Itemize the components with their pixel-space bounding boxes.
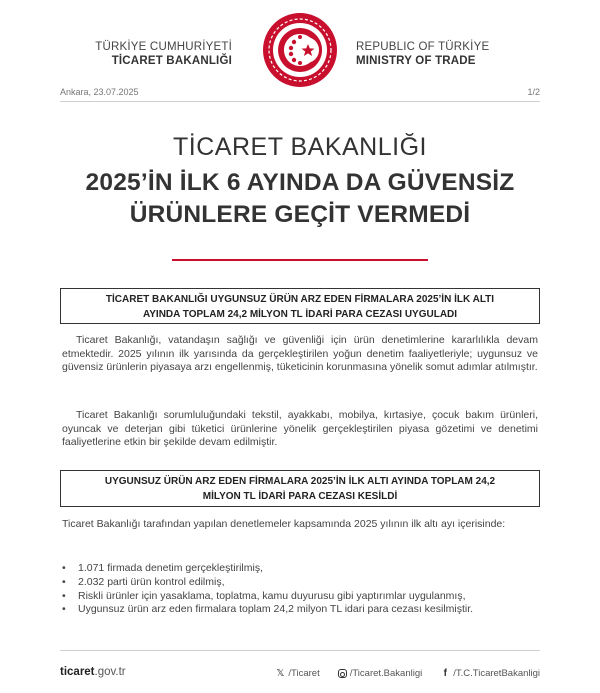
footer: [60, 665, 540, 685]
headline-line-2: ÜRÜNLERE GEÇİT VERMEDİ: [129, 201, 471, 228]
title-underline: [172, 259, 428, 261]
header-country-tr: TÜRKİYE CUMHURİYETİ: [95, 41, 232, 53]
title-block: [0, 132, 600, 231]
footer-divider: [60, 650, 540, 651]
subheading-1-line-2: AYINDA TOPLAM 24,2 MİLYON TL İDARİ PARA CEZASI UYGULADI: [142, 309, 458, 320]
x-icon: 𝕏: [276, 667, 285, 679]
instagram-icon: [338, 669, 347, 678]
institution-title: TİCARET BAKANLIĞI: [173, 133, 427, 161]
subheading-box-1: [60, 288, 540, 324]
header-ministry-tr: TİCARET BAKANLIĞI: [111, 55, 232, 67]
release-date: Ankara, 23.07.2025: [60, 87, 139, 97]
x-link[interactable]: [275, 668, 319, 679]
ministry-emblem-icon: [262, 12, 338, 88]
instagram-handle: /Ticaret.Bakanligi: [349, 668, 423, 679]
website-domain-bold: ticaret: [60, 666, 95, 678]
paragraph-3: Ticaret Bakanlığı tarafından yapılan denetlemeler kapsamında 2025 yılının ilk altı ayı içerisinde:: [62, 518, 506, 530]
website-link[interactable]: [60, 666, 126, 678]
list-item: • Riskli ürünler için yasaklama, toplatma, kamu duyurusu gibi yaptırımlar uygulanmış,: [62, 590, 538, 604]
facebook-link[interactable]: [440, 668, 540, 679]
header-ministry-en: MINISTRY OF TRADE: [356, 55, 476, 67]
facebook-handle: /T.C.TicaretBakanligi: [453, 668, 540, 679]
results-list: [62, 562, 538, 617]
x-handle: /Ticaret: [288, 668, 320, 679]
instagram-link[interactable]: [338, 668, 423, 679]
paragraph-2: Ticaret Bakanlığı sorumluluğundaki tekstil, ayakkabı, mobilya, kırtasiye, çocuk bakım ürünleri, oyuncak ve deterjan gibi tüketici ürünlerine yönelik gerçekleştirilen piyasa gözetimi ve denetimi faaliyetlerine etkin bir şekilde devam edilmiştir.: [62, 409, 538, 449]
header-country-en: REPUBLIC OF TÜRKİYE: [356, 41, 490, 53]
list-item: • 2.032 parti ürün kontrol edilmiş,: [62, 576, 538, 590]
paragraph-1: Ticaret Bakanlığı, vatandaşın sağlığı ve güvenliği için ürün denetimlerine kararlılıkla devam etmektedir. 2025 yılının ilk yarısında da gerçekleştirilen yoğun denetim faaliyetleriyle; uygunsuz ve güvensiz ürünlerin piyasaya arzı engellenmiş, tüketicinin korunmasına yönelik somut adımlar atılmıştır.: [62, 334, 538, 374]
subheading-2-line-2: MİLYON TL İDARİ PARA CEZASI KESİLDİ: [202, 491, 398, 502]
letterhead: [0, 10, 600, 80]
list-item: • 1.071 firmada denetim gerçekleştirilmiş,: [62, 562, 538, 576]
facebook-icon: f: [443, 667, 447, 679]
subheading-1-line-1: TİCARET BAKANLIĞI UYGUNSUZ ÜRÜN ARZ EDEN FİRMALARA 2025’İN İLK ALTI: [105, 294, 495, 305]
header-right-text: [356, 40, 489, 68]
subheading-box-2: [60, 470, 540, 507]
subheading-2-line-1: UYGUNSUZ ÜRÜN ARZ EDEN FİRMALARA 2025’İN İLK ALTI AYINDA TOPLAM 24,2: [104, 476, 496, 487]
headline-line-1: 2025’İN İLK 6 AYINDA DA GÜVENSİZ: [85, 169, 515, 196]
meta-row: [60, 84, 540, 102]
social-links: [275, 668, 540, 679]
list-item: • Uygunsuz ürün arz eden firmalara toplam 24,2 milyon TL idari para cezası kesilmiştir.: [62, 603, 538, 617]
header-left-text: [95, 40, 232, 68]
meta-divider: [60, 101, 540, 102]
page-number: 1/2: [527, 87, 540, 97]
website-domain-rest: .gov.tr: [94, 666, 126, 678]
